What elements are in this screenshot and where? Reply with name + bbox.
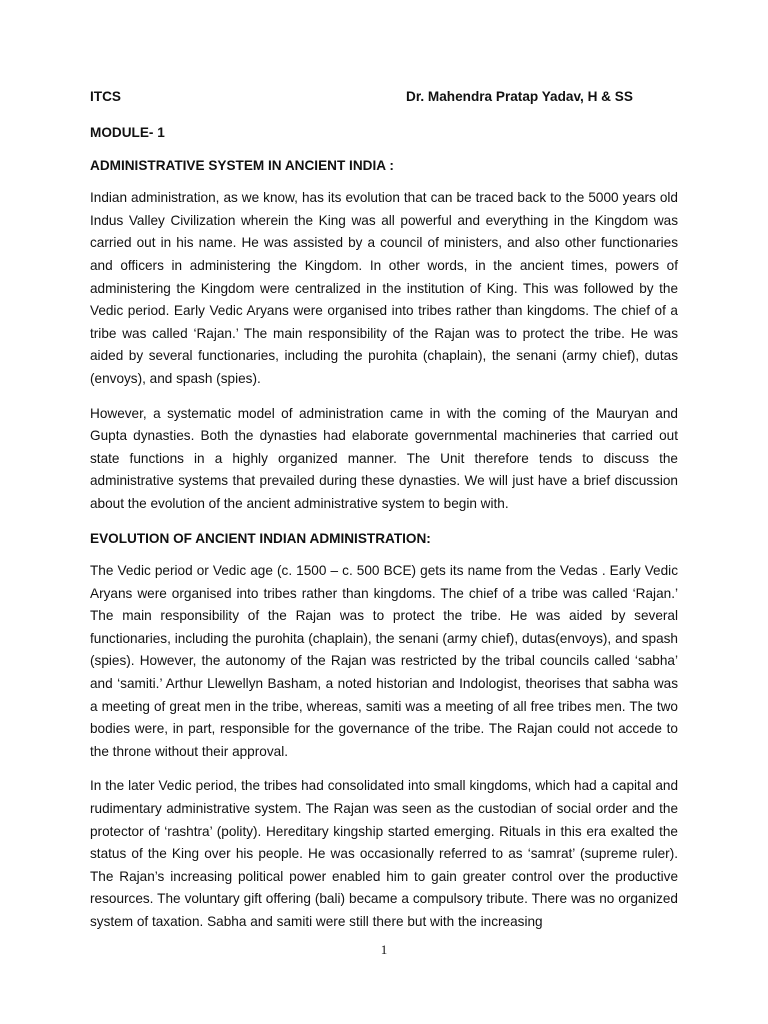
- section-heading-admin-system: ADMINISTRATIVE SYSTEM IN ANCIENT INDIA :: [90, 157, 394, 173]
- paragraph: However, a systematic model of administration came in with the coming of the Mauryan and Gupta dynasties. Both the dynasties had elaborate governmental machineries that carried out state functions in a highly organized manner. The Unit therefore tends to discuss the administrative systems that prevailed during these dynasties. We will just have a brief discussion about the evolution of the ancient administrative system to begin with.: [90, 405, 678, 511]
- page-number: 1: [380, 942, 388, 957]
- paragraph: Indian administration, as we know, has its evolution that can be traced back to the 5000 years old Indus Valley Civilization wherein the King was all powerful and everything in the Kingdom was carried out in his name. He was assisted by a council of ministers, and also other functionaries and officers in administering the Kingdom. In other words, in the ancient times, powers of administering the Kingdom were centralized in the institution of King. This was followed by the Vedic period. Early Vedic Aryans were organised into tribes rather than kingdoms. The chief of a tribe was called ‘Rajan.’ The main responsibility of the Rajan was to protect the tribe. He was aided by several functionaries, including the purohita (chaplain), the senani (army chief), dutas (envoys), and spash (spies).: [90, 190, 678, 386]
- document-page: [90, 86, 678, 946]
- module-label: MODULE- 1: [90, 125, 165, 140]
- course-code: ITCS: [90, 89, 121, 104]
- document-header: [90, 86, 678, 108]
- author-name: Dr. Mahendra Pratap Yadav, H & SS: [406, 89, 633, 104]
- paragraph: In the later Vedic period, the tribes had consolidated into small kingdoms, which had a capital and rudimentary administrative system. The Rajan was seen as the custodian of social order and the protector of ‘rashtra’ (polity). Hereditary kingship started emerging. Rituals in this era exalted the status of the King over his people. He was occasionally referred to as ‘samrat’ (supreme ruler). The Rajan’s increasing political power enabled him to gain greater control over the productive resources. The voluntary gift offering (bali) became a compulsory tribute. There was no organized system of taxation. Sabha and samiti were still there but with the increasing: [90, 778, 678, 929]
- paragraph: The Vedic period or Vedic age (c. 1500 – c. 500 BCE) gets its name from the Vedas . Early Vedic Aryans were organised into tribes rather than kingdoms. The chief of a tribe was called ‘Rajan.’ The main responsibility of the Rajan was to protect the tribe. He was aided by several functionaries, including the purohita (chaplain), the senani (army chief), dutas(envoys), and spash (spies). However, the autonomy of the Rajan was restricted by the tribal councils called ‘sabha’ and ‘samiti.’ Arthur Llewellyn Basham, a noted historian and Indologist, theorises that sabha was a meeting of great men in the tribe, whereas, samiti was a meeting of all free tribes men. The two bodies were, in part, responsible for the governance of the tribe. The Rajan could not accede to the throne without their approval.: [90, 563, 678, 759]
- section-heading-evolution: EVOLUTION OF ANCIENT INDIAN ADMINISTRATION:: [90, 530, 431, 546]
